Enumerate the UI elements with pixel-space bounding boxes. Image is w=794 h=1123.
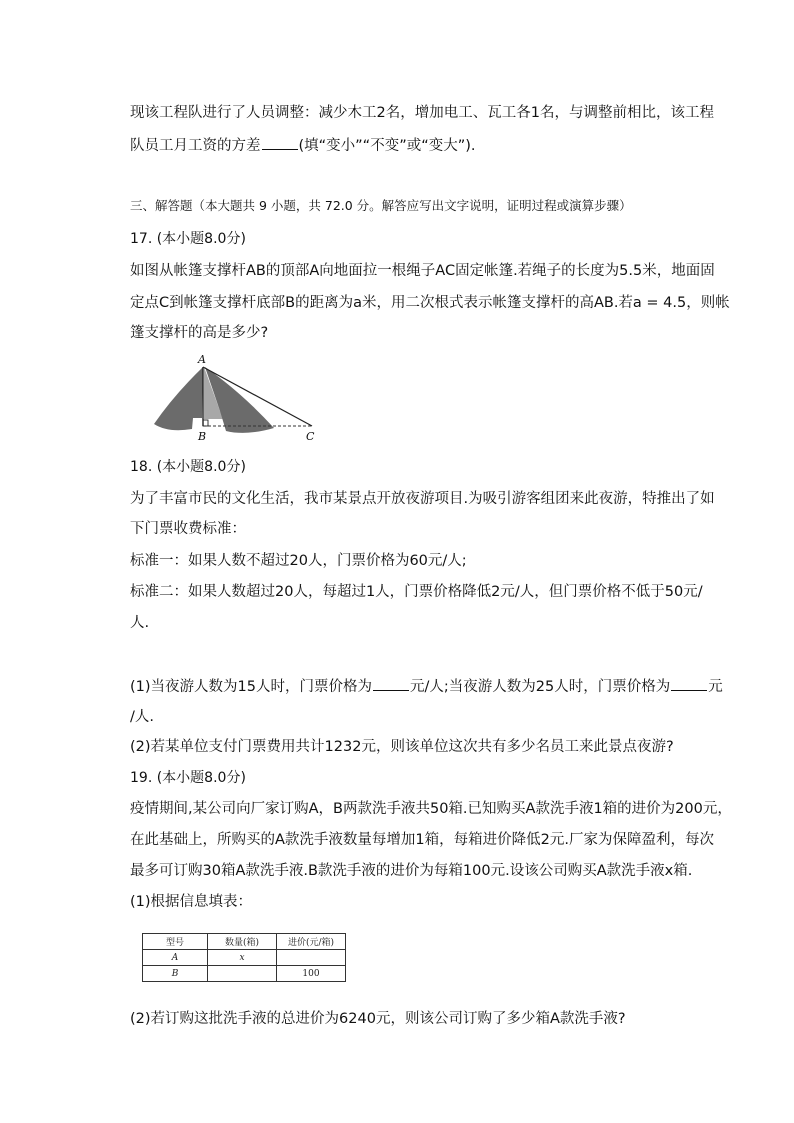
label-c: C bbox=[306, 430, 315, 443]
q17-line1: 如图从帐篷支撑杆AB的顶部A向地面拉一根绳子AC固定帐篷.若绳子的长度为5.5米，地面固 bbox=[130, 263, 715, 279]
answer-blank bbox=[373, 676, 409, 691]
table-header-cell: 进价(元/箱) bbox=[277, 934, 346, 950]
table-header-row bbox=[143, 934, 346, 950]
q19-line3: 最多可订购30箱A款洗手液.B款洗手液的进价为每箱100元.设该公司购买A款洗手液x箱. bbox=[130, 863, 693, 879]
problem16-line2 bbox=[130, 135, 476, 156]
q19-sub1: (1)根据信息填表： bbox=[130, 894, 253, 910]
table-cell bbox=[208, 966, 277, 982]
tent-figure bbox=[146, 350, 326, 446]
table-cell: 100 bbox=[277, 966, 346, 982]
table-header-cell: 型号 bbox=[143, 934, 208, 950]
q19-header: 19. (本小题8.0分) bbox=[130, 770, 246, 786]
q18-header: 18. (本小题8.0分) bbox=[130, 459, 246, 475]
q17-line2: 定点C到帐篷支撑杆底部B的距离为a米，用二次根式表示帐篷支撑杆的高AB.若a = 4.5，则帐 bbox=[130, 295, 730, 311]
table-cell: B bbox=[143, 966, 208, 982]
q18-line2: 下门票收费标准： bbox=[130, 521, 246, 537]
label-b: B bbox=[198, 430, 207, 443]
table-cell bbox=[277, 950, 346, 966]
q17-header: 17. (本小题8.0分) bbox=[130, 231, 246, 247]
q19-line2: 在此基础上，所购买的A款洗手液数量每增加1箱，每箱进价降低2元.厂家为保障盈利，每次 bbox=[130, 832, 714, 848]
q18-line4: 标准二：如果人数超过20人，每超过1人，门票价格降低2元/人，但门票价格不低于50元/ bbox=[130, 584, 703, 600]
answer-blank bbox=[671, 676, 707, 691]
section3-title: 三、解答题（本大题共 9 小题，共 72.0 分。解答应写出文字说明，证明过程或演算步骤） bbox=[130, 198, 632, 213]
q19-line1: 疫情期间,某公司向厂家订购A，B两款洗手液共50箱.已知购买A款洗手液1箱的进价为200元， bbox=[130, 801, 732, 817]
problem16-text-before: 队员工月工资的方差 bbox=[130, 138, 261, 154]
table-cell: x bbox=[208, 950, 277, 966]
problem16-text-after: (填“变小”“不变”或“变大”). bbox=[298, 138, 476, 154]
q18-line1: 为了丰富市民的文化生活，我市某景点开放夜游项目.为吸引游客组团来此夜游，特推出了如 bbox=[130, 491, 715, 507]
q18-sub1-part3: 元 bbox=[708, 679, 723, 695]
table-cell: A bbox=[143, 950, 208, 966]
answer-blank bbox=[262, 135, 298, 150]
table-header-cell: 数量(箱) bbox=[208, 934, 277, 950]
q18-line3: 标准一：如果人数不超过20人，门票价格为60元/人; bbox=[130, 553, 467, 569]
q18-sub1 bbox=[130, 676, 723, 697]
q19-sub2: (2)若订购这批洗手液的总进价为6240元，则该公司订购了多少箱A款洗手液? bbox=[130, 1011, 626, 1027]
q18-sub1-line2: /人. bbox=[130, 709, 154, 725]
table-row bbox=[143, 950, 346, 966]
q18-sub1-part1: (1)当夜游人数为15人时，门票价格为 bbox=[130, 679, 372, 695]
price-table bbox=[142, 933, 346, 982]
label-a: A bbox=[198, 353, 206, 366]
q17-line3: 篷支撑杆的高是多少? bbox=[130, 325, 269, 341]
problem16-line1: 现该工程队进行了人员调整：减少木工2名，增加电工、瓦工各1名，与调整前相比，该工程 bbox=[130, 105, 714, 121]
q18-sub2: (2)若某单位支付门票费用共计1232元，则该单位这次共有多少名员工来此景点夜游? bbox=[130, 739, 674, 755]
table-row bbox=[143, 966, 346, 982]
q18-line5: 人. bbox=[130, 615, 150, 631]
q18-sub1-part2: 元/人;当夜游人数为25人时，门票价格为 bbox=[410, 679, 671, 695]
